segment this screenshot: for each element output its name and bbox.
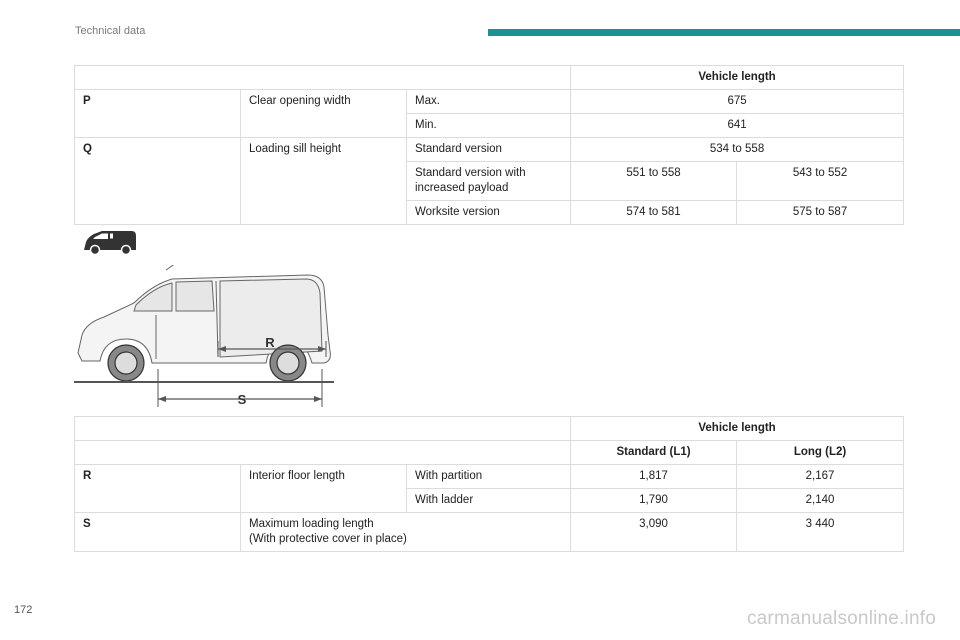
dimension-value: 1,790 [571,489,737,513]
dimension-value: 574 to 581 [571,201,737,225]
dimension-variant: Min. [407,114,571,138]
dimensions-table-loading [74,416,904,552]
dimension-variant: Standard version with increased payload [407,162,571,201]
accent-bar [488,29,960,36]
dimension-value: 675 [571,90,904,114]
dimension-value: 543 to 552 [737,162,904,201]
column-header-l1: Standard (L1) [571,441,737,465]
table-row [75,465,904,489]
table-row [75,66,904,90]
dimension-key: R [75,465,241,513]
section-header: Technical data [75,25,146,37]
dimension-key: S [75,513,241,552]
dimension-value: 1,817 [571,465,737,489]
dimension-label-s: S [237,392,247,407]
dimension-variant: With partition [407,465,571,489]
table-row [75,138,904,162]
column-group-header: Vehicle length [571,66,904,90]
watermark-text: carmanualsonline.info [746,608,936,629]
table-row [75,90,904,114]
dimension-value: 534 to 558 [571,138,904,162]
table-row [75,513,904,552]
table-blank-cell [75,66,571,90]
dimension-label-line: Maximum loading length [249,518,374,530]
dimension-label-note: (With protective cover in place) [249,533,407,545]
dimension-label: Clear opening width [241,90,407,138]
dimension-key: P [75,90,241,138]
dimension-variant: With ladder [407,489,571,513]
dimension-value: 2,140 [737,489,904,513]
dimension-value: 575 to 587 [737,201,904,225]
dimension-value: 641 [571,114,904,138]
dimension-variant: Max. [407,90,571,114]
dimension-variant: Worksite version [407,201,571,225]
table-row [75,417,904,441]
dimensions-table-opening [74,65,904,225]
dimension-key: Q [75,138,241,225]
dimension-label [241,513,571,552]
table-blank-cell [75,441,571,465]
dimension-variant: Standard version [407,138,571,162]
dimension-value: 3 440 [737,513,904,552]
dimension-label-r: R [265,335,275,350]
page-number: 172 [14,604,33,616]
table-blank-cell [75,417,571,441]
column-header-l2: Long (L2) [737,441,904,465]
table-row [75,441,904,465]
dimension-value: 2,167 [737,465,904,489]
dimension-label: Loading sill height [241,138,407,225]
van-side-view-figure [74,265,344,410]
dimension-label: Interior floor length [241,465,407,513]
van-pictogram-icon [82,228,138,258]
column-group-header: Vehicle length [571,417,904,441]
dimension-value: 3,090 [571,513,737,552]
dimension-value: 551 to 558 [571,162,737,201]
